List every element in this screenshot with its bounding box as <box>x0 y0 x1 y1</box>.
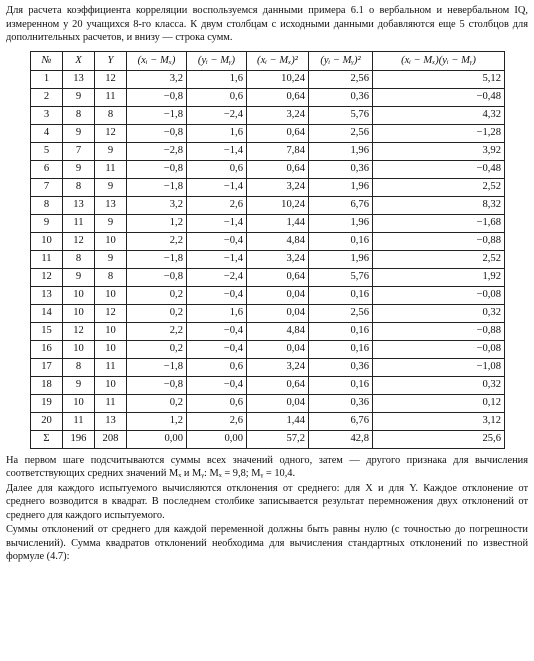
table-cell: 5,12 <box>373 70 505 88</box>
table-row <box>31 106 505 124</box>
table-cell: 5 <box>31 142 63 160</box>
table-cell: 11 <box>95 394 127 412</box>
table-cell: 1,96 <box>309 250 373 268</box>
table-cell: 12 <box>63 232 95 250</box>
table-row <box>31 124 505 142</box>
table-cell: 9 <box>95 142 127 160</box>
table-cell: −2,4 <box>187 106 247 124</box>
table-cell: 3,12 <box>373 412 505 430</box>
table-cell: 9 <box>63 160 95 178</box>
table-cell: 17 <box>31 358 63 376</box>
table-cell: 12 <box>95 124 127 142</box>
table-cell: −0,48 <box>373 88 505 106</box>
header-dx2: (xᵢ − Mₓ)² <box>247 51 309 70</box>
table-cell: 0,32 <box>373 376 505 394</box>
table-cell: Σ <box>31 430 63 448</box>
table-cell: 42,8 <box>309 430 373 448</box>
table-cell: 4,84 <box>247 232 309 250</box>
table-cell: −1,28 <box>373 124 505 142</box>
table-cell: 10 <box>95 376 127 394</box>
table-cell: 0,2 <box>127 394 187 412</box>
table-cell: 2,56 <box>309 70 373 88</box>
table-cell: −0,88 <box>373 232 505 250</box>
table-cell: 0,04 <box>247 340 309 358</box>
table-cell: 13 <box>63 70 95 88</box>
table-cell: 0,36 <box>309 88 373 106</box>
table-cell: −0,8 <box>127 88 187 106</box>
table-cell: 9 <box>95 178 127 196</box>
table-cell: 14 <box>31 304 63 322</box>
table-cell: −1,4 <box>187 178 247 196</box>
table-cell: −2,8 <box>127 142 187 160</box>
table-cell: 0,2 <box>127 340 187 358</box>
table-cell: 8 <box>63 106 95 124</box>
table-cell: −0,4 <box>187 340 247 358</box>
table-cell: 11 <box>95 88 127 106</box>
table-cell: 11 <box>95 160 127 178</box>
table-row <box>31 340 505 358</box>
table-cell: 0,36 <box>309 358 373 376</box>
table-cell: −1,68 <box>373 214 505 232</box>
header-dy2: (yᵢ − Mᵧ)² <box>309 51 373 70</box>
table-row <box>31 412 505 430</box>
table-cell: 1,96 <box>309 178 373 196</box>
table-cell: 13 <box>31 286 63 304</box>
explanation-text <box>6 454 528 564</box>
table-cell: 10 <box>95 232 127 250</box>
table-cell: 5,76 <box>309 268 373 286</box>
table-cell: −1,8 <box>127 358 187 376</box>
header-dx: (xᵢ − Mₓ) <box>127 51 187 70</box>
table-cell: 13 <box>63 196 95 214</box>
table-cell: 8,32 <box>373 196 505 214</box>
table-cell: 9 <box>63 268 95 286</box>
table-cell: 18 <box>31 376 63 394</box>
table-row <box>31 394 505 412</box>
table-cell: 0,04 <box>247 394 309 412</box>
table-cell: 196 <box>63 430 95 448</box>
table-cell: 9 <box>63 376 95 394</box>
table-cell: 3,24 <box>247 250 309 268</box>
table-cell: 9 <box>95 250 127 268</box>
table-cell: 5,76 <box>309 106 373 124</box>
table-cell: 4,84 <box>247 322 309 340</box>
table-cell: 1,6 <box>187 304 247 322</box>
table-cell: 10 <box>63 304 95 322</box>
table-cell: −0,4 <box>187 376 247 394</box>
table-cell: 0,16 <box>309 286 373 304</box>
table-cell: 7 <box>63 142 95 160</box>
table-cell: 10 <box>95 286 127 304</box>
header-y: Y <box>95 51 127 70</box>
table-cell: 13 <box>95 196 127 214</box>
table-cell: 6 <box>31 160 63 178</box>
table-cell: 12 <box>95 304 127 322</box>
table-cell: 208 <box>95 430 127 448</box>
table-cell: 11 <box>31 250 63 268</box>
table-cell: 10 <box>63 394 95 412</box>
table-cell: −0,88 <box>373 322 505 340</box>
table-cell: 0,32 <box>373 304 505 322</box>
table-cell: 8 <box>63 250 95 268</box>
header-dxdy: (xᵢ − Mₓ)(yᵢ − Mᵧ) <box>373 51 505 70</box>
table-cell: 16 <box>31 340 63 358</box>
data-table <box>30 51 505 449</box>
table-cell: 0,04 <box>247 304 309 322</box>
table-cell: 8 <box>63 358 95 376</box>
table-cell: 10 <box>63 340 95 358</box>
table-cell: 0,16 <box>309 322 373 340</box>
table-cell: 12 <box>31 268 63 286</box>
table-cell: 10 <box>63 286 95 304</box>
header-x: X <box>63 51 95 70</box>
table-cell: −1,4 <box>187 214 247 232</box>
table-cell: 0,6 <box>187 394 247 412</box>
table-cell: 0,64 <box>247 88 309 106</box>
table-cell: −1,8 <box>127 178 187 196</box>
table-row <box>31 268 505 286</box>
table-cell: 10 <box>31 232 63 250</box>
table-row <box>31 286 505 304</box>
table-cell: 0,16 <box>309 376 373 394</box>
table-cell: 12 <box>63 322 95 340</box>
paragraph-means: На первом шаге подсчитываются суммы всех значений одного, затем — другого признака для вычисления соответствующих средних значений Mₓ и Mᵧ: Mₓ = 9,8; Mᵧ = 10,4. <box>6 454 528 479</box>
table-cell: 10 <box>95 340 127 358</box>
table-cell: 0,12 <box>373 394 505 412</box>
table-cell: 4 <box>31 124 63 142</box>
table-cell: −0,4 <box>187 232 247 250</box>
table-cell: 4,32 <box>373 106 505 124</box>
table-cell: 1,44 <box>247 412 309 430</box>
table-cell: 15 <box>31 322 63 340</box>
table-cell: −0,48 <box>373 160 505 178</box>
table-row <box>31 142 505 160</box>
table-cell: −0,8 <box>127 268 187 286</box>
table-cell: 2,2 <box>127 322 187 340</box>
table-cell: 3,24 <box>247 106 309 124</box>
table-cell: 12 <box>95 70 127 88</box>
intro-paragraph: Для расчета коэффициента корреляции воспользуемся данными примера 6.1 о вербальном и невербальном IQ, измеренном у 20 учащихся 8-го класса. К двум столбцам с исходными данными добавляются еще 5 столбцов для дополнительных расчетов, и внизу — строка сумм. <box>6 5 528 43</box>
table-cell: 2,56 <box>309 304 373 322</box>
table-row <box>31 322 505 340</box>
table-cell: 1,6 <box>187 70 247 88</box>
paragraph-deviations: Далее для каждого испытуемого вычисляются отклонения от среднего: для X и для Y. Каждое отклонение от среднего возводится в квадрат. В последнем столбике записывается результат перемножения двух отклонений от среднего для каждого испытуемого. <box>6 482 528 521</box>
table-cell: 1,2 <box>127 412 187 430</box>
table-cell: 0,6 <box>187 88 247 106</box>
table-cell: 7 <box>31 178 63 196</box>
table-cell: 0,36 <box>309 394 373 412</box>
header-dy: (yᵢ − Mᵧ) <box>187 51 247 70</box>
table-cell: 0,00 <box>187 430 247 448</box>
table-cell: 9 <box>31 214 63 232</box>
table-row <box>31 160 505 178</box>
table-cell: 13 <box>95 412 127 430</box>
table-cell: 0,64 <box>247 376 309 394</box>
table-cell: 0,6 <box>187 358 247 376</box>
table-cell: −1,8 <box>127 250 187 268</box>
table-header-row <box>31 51 505 70</box>
table-cell: 19 <box>31 394 63 412</box>
table-cell: 6,76 <box>309 412 373 430</box>
table-cell: 10 <box>95 322 127 340</box>
table-cell: 1 <box>31 70 63 88</box>
table-cell: 2,6 <box>187 196 247 214</box>
table-cell: 3,92 <box>373 142 505 160</box>
table-sum-row <box>31 430 505 448</box>
table-cell: 8 <box>31 196 63 214</box>
table-cell: 0,64 <box>247 160 309 178</box>
table-cell: 0,00 <box>127 430 187 448</box>
table-cell: 0,36 <box>309 160 373 178</box>
table-row <box>31 214 505 232</box>
table-cell: 10,24 <box>247 196 309 214</box>
table-row <box>31 178 505 196</box>
header-num: № <box>31 51 63 70</box>
table-cell: 3,24 <box>247 178 309 196</box>
table-cell: 11 <box>63 214 95 232</box>
table-row <box>31 304 505 322</box>
table-cell: 2,52 <box>373 250 505 268</box>
table-cell: 1,96 <box>309 214 373 232</box>
table-cell: 3,24 <box>247 358 309 376</box>
table-row <box>31 196 505 214</box>
table-cell: 0,64 <box>247 124 309 142</box>
table-cell: 8 <box>95 106 127 124</box>
table-cell: 0,6 <box>187 160 247 178</box>
table-cell: 1,2 <box>127 214 187 232</box>
table-cell: −1,4 <box>187 142 247 160</box>
table-cell: −0,8 <box>127 160 187 178</box>
table-cell: 9 <box>63 88 95 106</box>
table-cell: 1,44 <box>247 214 309 232</box>
table-cell: 0,04 <box>247 286 309 304</box>
table-cell: 0,2 <box>127 304 187 322</box>
table-cell: 11 <box>63 412 95 430</box>
table-cell: 2,56 <box>309 124 373 142</box>
table-cell: −0,8 <box>127 124 187 142</box>
table-cell: 8 <box>63 178 95 196</box>
table-row <box>31 232 505 250</box>
table-cell: −0,4 <box>187 322 247 340</box>
table-cell: 25,6 <box>373 430 505 448</box>
table-cell: 1,92 <box>373 268 505 286</box>
paragraph-sums: Суммы отклонений от среднего для каждой переменной должны быть равны нулю (с точностью до погрешности вычислений). Сумма квадратов отклонений необходима для вычисления стандартных отклонений по известной формуле (4.7): <box>6 524 528 562</box>
table-cell: 7,84 <box>247 142 309 160</box>
table-cell: 0,2 <box>127 286 187 304</box>
table-cell: −1,08 <box>373 358 505 376</box>
table-cell: 3 <box>31 106 63 124</box>
table-cell: 2,6 <box>187 412 247 430</box>
table-cell: 2,52 <box>373 178 505 196</box>
table-cell: 20 <box>31 412 63 430</box>
table-row <box>31 376 505 394</box>
table-cell: −1,4 <box>187 250 247 268</box>
table-cell: 57,2 <box>247 430 309 448</box>
table-cell: 1,6 <box>187 124 247 142</box>
table-cell: 11 <box>95 358 127 376</box>
table-cell: 3,2 <box>127 196 187 214</box>
table-row <box>31 250 505 268</box>
table-cell: −1,8 <box>127 106 187 124</box>
table-row <box>31 358 505 376</box>
table-cell: 6,76 <box>309 196 373 214</box>
table-cell: 9 <box>63 124 95 142</box>
table-cell: −2,4 <box>187 268 247 286</box>
table-cell: −0,08 <box>373 340 505 358</box>
table-row <box>31 88 505 106</box>
table-cell: 0,64 <box>247 268 309 286</box>
table-cell: 2,2 <box>127 232 187 250</box>
table-cell: 10,24 <box>247 70 309 88</box>
table-cell: 8 <box>95 268 127 286</box>
table-cell: 0,16 <box>309 232 373 250</box>
table-cell: −0,4 <box>187 286 247 304</box>
table-row <box>31 70 505 88</box>
table-cell: 9 <box>95 214 127 232</box>
table-cell: 1,96 <box>309 142 373 160</box>
table-cell: −0,8 <box>127 376 187 394</box>
table-cell: 2 <box>31 88 63 106</box>
table-cell: 3,2 <box>127 70 187 88</box>
table-cell: 0,16 <box>309 340 373 358</box>
table-cell: −0,08 <box>373 286 505 304</box>
